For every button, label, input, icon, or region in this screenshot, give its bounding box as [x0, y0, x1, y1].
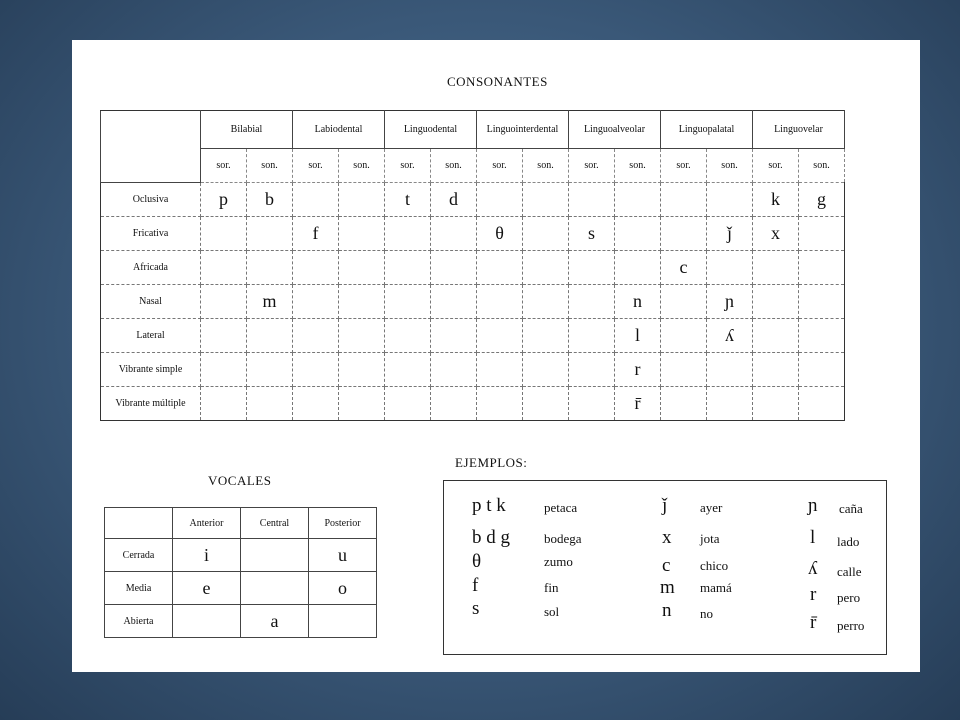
- phoneme-cell: [247, 353, 293, 387]
- example-symbol: f: [472, 575, 479, 596]
- row-header: Africada: [101, 251, 201, 285]
- phoneme-cell: [385, 353, 431, 387]
- phoneme-cell: [753, 251, 799, 285]
- vowel-cell: e: [173, 572, 241, 605]
- consonant-row: [101, 387, 845, 421]
- example-word: ayer: [700, 500, 723, 515]
- example-symbol: c: [662, 555, 671, 576]
- phoneme-cell: [661, 183, 707, 217]
- phoneme-cell: [753, 319, 799, 353]
- sub-header: sor.: [569, 149, 615, 183]
- phoneme-cell: [799, 217, 845, 251]
- phoneme-cell: [615, 217, 661, 251]
- document-page: [72, 40, 920, 672]
- phoneme-cell: ǰ: [707, 217, 753, 251]
- example-word: chico: [700, 558, 729, 573]
- example-symbol: r̄: [810, 612, 817, 633]
- phoneme-cell: [523, 183, 569, 217]
- col-header: Linguovelar: [753, 111, 845, 149]
- phoneme-cell: [385, 319, 431, 353]
- col-header: Labiodental: [293, 111, 385, 149]
- example-word: lado: [837, 534, 860, 549]
- example-word: mamá: [700, 580, 732, 595]
- phoneme-cell: x: [753, 217, 799, 251]
- example-word: fin: [544, 580, 559, 595]
- vowels-title: VOCALES: [208, 473, 272, 488]
- example-symbol: r: [810, 584, 817, 605]
- col-header: Central: [241, 508, 309, 539]
- consonant-row: [101, 285, 845, 319]
- example-word: jota: [700, 531, 720, 546]
- phoneme-cell: l: [615, 319, 661, 353]
- sub-header: son.: [615, 149, 661, 183]
- consonant-row: [101, 251, 845, 285]
- vowel-cell: [173, 605, 241, 638]
- phoneme-cell: [707, 251, 753, 285]
- phoneme-cell: [247, 217, 293, 251]
- phoneme-cell: [477, 353, 523, 387]
- consonants-title: CONSONANTES: [447, 74, 548, 89]
- phoneme-cell: [339, 251, 385, 285]
- col-header: Linguopalatal: [661, 111, 753, 149]
- phoneme-cell: [753, 285, 799, 319]
- vowel-cell: a: [241, 605, 309, 638]
- phoneme-cell: [247, 251, 293, 285]
- phoneme-cell: [247, 319, 293, 353]
- phoneme-cell: [707, 183, 753, 217]
- phoneme-cell: [615, 183, 661, 217]
- phoneme-cell: [661, 285, 707, 319]
- phoneme-cell: [201, 251, 247, 285]
- col-header: Linguointerdental: [477, 111, 569, 149]
- row-header: Vibrante simple: [101, 353, 201, 387]
- vowel-cell: i: [173, 539, 241, 572]
- sub-header: sor.: [293, 149, 339, 183]
- phoneme-cell: t: [385, 183, 431, 217]
- phoneme-cell: [477, 387, 523, 421]
- phoneme-cell: [523, 217, 569, 251]
- sub-header: son.: [523, 149, 569, 183]
- phoneme-cell: [569, 251, 615, 285]
- col-header: Linguodental: [385, 111, 477, 149]
- example-word: pero: [837, 590, 861, 605]
- example-symbol: l: [810, 527, 816, 548]
- phoneme-cell: [799, 387, 845, 421]
- phoneme-cell: [385, 217, 431, 251]
- examples-title: EJEMPLOS:: [455, 455, 528, 470]
- phoneme-cell: [339, 387, 385, 421]
- row-header: Abierta: [105, 605, 173, 638]
- phoneme-cell: [569, 353, 615, 387]
- row-header: Cerrada: [105, 539, 173, 572]
- phoneme-cell: [569, 285, 615, 319]
- consonant-row: [101, 183, 845, 217]
- phoneme-cell: [753, 387, 799, 421]
- example-word: sol: [544, 604, 560, 619]
- vowel-row: [105, 539, 377, 572]
- phoneme-cell: n: [615, 285, 661, 319]
- phoneme-cell: [247, 387, 293, 421]
- phoneme-cell: [753, 353, 799, 387]
- phoneme-cell: p: [201, 183, 247, 217]
- phoneme-cell: [661, 387, 707, 421]
- phoneme-cell: k: [753, 183, 799, 217]
- example-symbol: b d g: [472, 527, 510, 548]
- example-symbol: m: [660, 577, 675, 598]
- examples-box: [443, 480, 887, 655]
- vowel-cell: [241, 572, 309, 605]
- vowel-row: [105, 605, 377, 638]
- phoneme-cell: [431, 217, 477, 251]
- consonants-table: [100, 110, 845, 421]
- consonant-row: [101, 319, 845, 353]
- phoneme-cell: s: [569, 217, 615, 251]
- phoneme-cell: [799, 251, 845, 285]
- phoneme-cell: [477, 251, 523, 285]
- corner-cell: [105, 508, 173, 539]
- phoneme-cell: [339, 319, 385, 353]
- vowels-table: [104, 507, 377, 638]
- consonants-body: [101, 183, 845, 421]
- col-header: Anterior: [173, 508, 241, 539]
- phoneme-cell: [201, 217, 247, 251]
- phoneme-cell: [569, 319, 615, 353]
- example-word: zumo: [544, 554, 573, 569]
- consonant-row: [101, 217, 845, 251]
- phoneme-cell: [431, 285, 477, 319]
- consonant-row: [101, 353, 845, 387]
- sub-header: son.: [431, 149, 477, 183]
- phoneme-cell: [201, 319, 247, 353]
- phoneme-cell: [661, 353, 707, 387]
- phoneme-cell: [385, 251, 431, 285]
- phoneme-cell: [661, 319, 707, 353]
- phoneme-cell: [799, 353, 845, 387]
- phoneme-cell: [523, 387, 569, 421]
- vowel-row: [105, 572, 377, 605]
- phoneme-cell: ʎ: [707, 319, 753, 353]
- phoneme-cell: [661, 217, 707, 251]
- phoneme-cell: [201, 285, 247, 319]
- sub-header: son.: [707, 149, 753, 183]
- sub-header: sor.: [753, 149, 799, 183]
- phoneme-cell: [569, 387, 615, 421]
- phoneme-cell: g: [799, 183, 845, 217]
- phoneme-cell: d: [431, 183, 477, 217]
- phoneme-cell: [201, 353, 247, 387]
- example-word: calle: [837, 564, 862, 579]
- phoneme-cell: [339, 353, 385, 387]
- sub-header: sor.: [201, 149, 247, 183]
- example-symbol: p t k: [472, 495, 506, 516]
- example-symbol: x: [662, 527, 672, 548]
- phoneme-cell: [431, 353, 477, 387]
- phoneme-cell: ɲ: [707, 285, 753, 319]
- phoneme-cell: [615, 251, 661, 285]
- phoneme-cell: c: [661, 251, 707, 285]
- phoneme-cell: [293, 387, 339, 421]
- corner-cell: [101, 111, 201, 183]
- vowel-cell: o: [309, 572, 377, 605]
- row-header: Media: [105, 572, 173, 605]
- phoneme-cell: [523, 319, 569, 353]
- example-word: caña: [839, 501, 863, 516]
- phoneme-cell: [707, 353, 753, 387]
- example-symbol: n: [662, 600, 672, 621]
- example-word: perro: [837, 618, 865, 633]
- vowel-cell: [309, 605, 377, 638]
- example-word: bodega: [544, 531, 582, 546]
- col-header: Linguoalveolar: [569, 111, 661, 149]
- sub-header: son.: [799, 149, 845, 183]
- phoneme-cell: [523, 353, 569, 387]
- phoneme-cell: b: [247, 183, 293, 217]
- example-word: no: [700, 606, 713, 621]
- phoneme-cell: θ: [477, 217, 523, 251]
- col-header: Bilabial: [201, 111, 293, 149]
- row-header: Oclusiva: [101, 183, 201, 217]
- example-symbol: ʎ: [808, 558, 818, 579]
- example-symbol: s: [472, 598, 480, 619]
- phoneme-cell: r̄: [615, 387, 661, 421]
- row-header: Nasal: [101, 285, 201, 319]
- phoneme-cell: [385, 285, 431, 319]
- phoneme-cell: [523, 251, 569, 285]
- sub-header: sor.: [477, 149, 523, 183]
- phoneme-cell: [569, 183, 615, 217]
- sub-header: son.: [339, 149, 385, 183]
- phoneme-cell: [431, 319, 477, 353]
- phoneme-cell: [339, 183, 385, 217]
- vowel-cell: [241, 539, 309, 572]
- phoneme-cell: [385, 387, 431, 421]
- vowel-cell: u: [309, 539, 377, 572]
- phoneme-cell: [201, 387, 247, 421]
- phoneme-cell: [799, 285, 845, 319]
- sub-header: son.: [247, 149, 293, 183]
- phoneme-cell: m: [247, 285, 293, 319]
- phoneme-cell: [293, 285, 339, 319]
- phoneme-cell: [799, 319, 845, 353]
- phoneme-cell: [293, 319, 339, 353]
- phoneme-cell: [293, 183, 339, 217]
- phoneme-cell: [431, 251, 477, 285]
- example-symbol: ǰ: [662, 495, 668, 516]
- row-header: Lateral: [101, 319, 201, 353]
- example-symbol: θ: [472, 551, 482, 572]
- phoneme-cell: [293, 251, 339, 285]
- phoneme-cell: [293, 353, 339, 387]
- row-header: Vibrante múltiple: [101, 387, 201, 421]
- sub-header: sor.: [661, 149, 707, 183]
- phoneme-cell: [707, 387, 753, 421]
- example-symbol: ɲ: [808, 495, 818, 516]
- example-word: petaca: [544, 500, 578, 515]
- phoneme-cell: [431, 387, 477, 421]
- phoneme-cell: [477, 319, 523, 353]
- phoneme-cell: [339, 217, 385, 251]
- vowels-body: [105, 539, 377, 638]
- row-header: Fricativa: [101, 217, 201, 251]
- phoneme-cell: [477, 285, 523, 319]
- phoneme-cell: r: [615, 353, 661, 387]
- col-header: Posterior: [309, 508, 377, 539]
- sub-header: sor.: [385, 149, 431, 183]
- phoneme-cell: [477, 183, 523, 217]
- phoneme-cell: [339, 285, 385, 319]
- phoneme-cell: f: [293, 217, 339, 251]
- phoneme-cell: [523, 285, 569, 319]
